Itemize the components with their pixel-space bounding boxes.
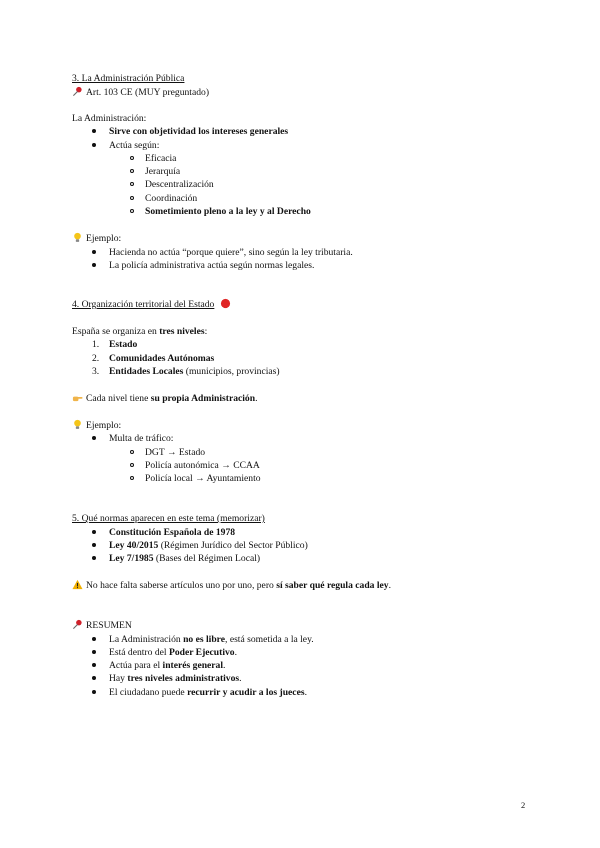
resumen-item: La Administración no es libre, está sometida a la ley. (109, 634, 314, 645)
page-number: 2 (521, 800, 526, 810)
section4-title: 4. Organización territorial del Estado (72, 299, 215, 310)
level-item: Comunidades Autónomas (109, 353, 215, 364)
example-item: Hacienda no actúa “porque quiere”, sino según la ley tributaria. (109, 247, 353, 258)
bullet-dot (92, 539, 98, 545)
law-item: Ley 7/1985 (Bases del Régimen Local) (109, 553, 261, 564)
bullet-ring (130, 472, 136, 478)
resumen-item: Hay tres niveles administrativos. (109, 673, 242, 684)
list-number: 2. (92, 353, 100, 364)
lightbulb-icon (72, 232, 83, 243)
bullet-dot (92, 526, 98, 532)
section3-title: 3. La Administración Pública (72, 73, 185, 84)
resumen-heading (72, 619, 132, 632)
bullet-dot (92, 646, 98, 652)
example-heading (72, 419, 121, 432)
bullet-ring (130, 152, 136, 158)
bullet-dot (92, 552, 98, 558)
resumen-item: Está dentro del Poder Ejecutivo. (109, 647, 237, 658)
red-circle-icon (220, 298, 231, 309)
list-number: 3. (92, 366, 100, 377)
lightbulb-icon (72, 419, 83, 430)
resumen-title: RESUMEN (86, 620, 132, 631)
bullet-ring (130, 192, 136, 198)
principle-item: Coordinación (145, 193, 198, 204)
list-item: Actúa según: (109, 140, 160, 151)
art-note (72, 86, 209, 99)
section5-title: 5. Qué normas aparecen en este tema (memorizar) (72, 513, 265, 524)
resumen-item: Actúa para el interés general. (109, 660, 226, 671)
section4-heading (72, 298, 234, 311)
section3-intro: La Administración: (72, 113, 147, 124)
level-item: Estado (109, 339, 138, 350)
example-label: Ejemplo: (86, 233, 122, 244)
list-number: 1. (92, 339, 100, 350)
example-subitem: Policía autonómica → CCAA (145, 460, 260, 471)
bullet-ring (130, 165, 136, 171)
level-item: Entidades Locales (municipios, provincias) (109, 366, 280, 377)
bullet-ring (130, 178, 136, 184)
pointing-hand-icon (72, 392, 83, 403)
example-item: Multa de tráfico: (109, 433, 174, 444)
art-note-text: Art. 103 CE (MUY preguntado) (86, 87, 210, 98)
example-subitem: DGT → Estado (145, 447, 206, 458)
bullet-dot (92, 672, 98, 678)
principle-item: Eficacia (145, 153, 177, 164)
law-item: Ley 40/2015 (Régimen Jurídico del Sector Público) (109, 540, 308, 551)
example-label: Ejemplo: (86, 420, 122, 431)
resumen-item: El ciudadano puede recurrir y acudir a los jueces. (109, 687, 307, 698)
principle-item: Sometimiento pleno a la ley y al Derecho (145, 206, 311, 217)
example-heading (72, 232, 121, 245)
bullet-ring (130, 446, 136, 452)
bullet-dot (92, 125, 98, 131)
warning-note: No hace falta saberse artículos uno por uno, pero sí saber qué regula cada ley. (72, 579, 391, 592)
bullet-dot (92, 432, 98, 438)
pushpin-icon (72, 86, 83, 97)
bullet-dot (92, 659, 98, 665)
bullet-dot (92, 246, 98, 252)
bullet-ring (130, 459, 136, 465)
bullet-dot (92, 686, 98, 692)
example-item: La policía administrativa actúa según normas legales. (109, 260, 315, 271)
section4-intro: España se organiza en tres niveles: (72, 326, 208, 337)
section4-note: Cada nivel tiene su propia Administración. (72, 392, 257, 405)
law-item: Constitución Española de 1978 (109, 527, 236, 538)
example-subitem: Policía local → Ayuntamiento (145, 473, 261, 484)
principle-item: Descentralización (145, 179, 214, 190)
warning-icon (72, 579, 83, 590)
principle-item: Jerarquía (145, 166, 181, 177)
bullet-dot (92, 633, 98, 639)
list-item: Sirve con objetividad los intereses generales (109, 126, 289, 137)
pushpin-icon (72, 619, 83, 630)
bullet-ring (130, 205, 136, 211)
bullet-dot (92, 259, 98, 265)
bullet-dot (92, 139, 98, 145)
